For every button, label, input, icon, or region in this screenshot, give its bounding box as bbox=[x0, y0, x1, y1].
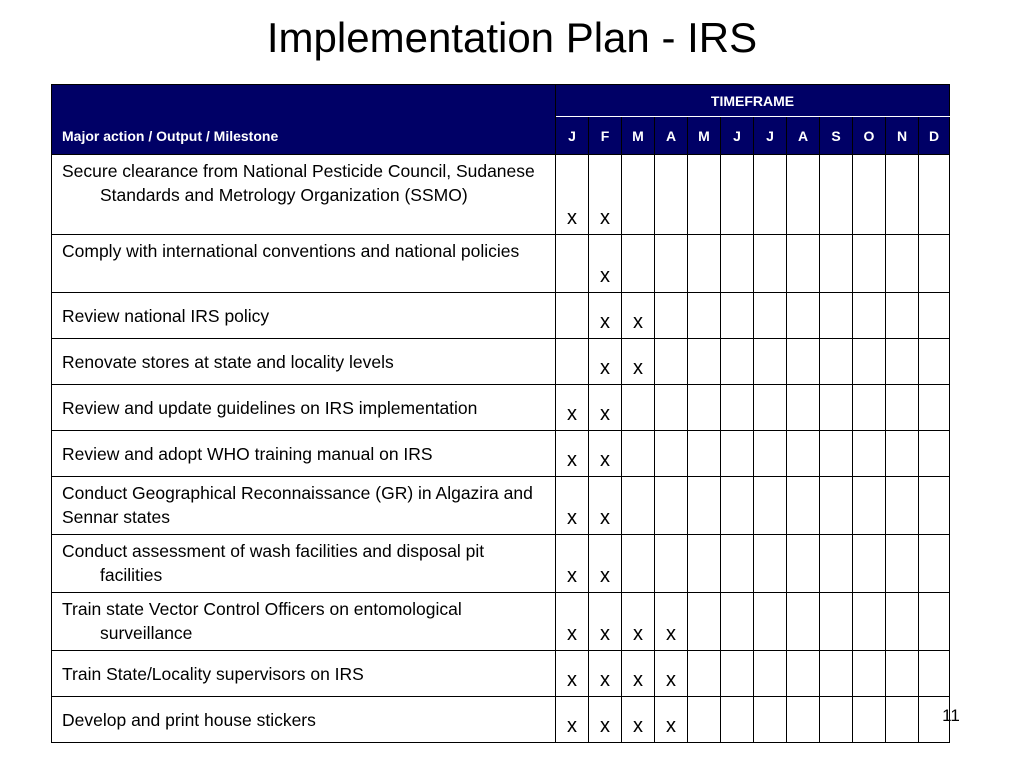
month-mark-cell bbox=[655, 477, 688, 535]
month-header: J bbox=[754, 117, 787, 155]
header-timeframe: TIMEFRAME bbox=[556, 85, 950, 117]
month-mark-cell bbox=[886, 155, 919, 235]
month-mark-cell bbox=[754, 593, 787, 651]
table-row bbox=[52, 431, 950, 477]
month-mark-cell: x bbox=[622, 651, 655, 697]
month-mark-cell bbox=[886, 235, 919, 293]
month-mark-cell bbox=[787, 535, 820, 593]
table-row bbox=[52, 235, 950, 293]
month-mark-cell bbox=[622, 477, 655, 535]
action-text: Secure clearance from National Pesticide Council, Sudanese Standards and Metrology Organization (SSMO) bbox=[62, 161, 535, 205]
month-mark-cell bbox=[655, 293, 688, 339]
month-mark-cell bbox=[787, 385, 820, 431]
month-mark-cell bbox=[754, 385, 787, 431]
month-mark-cell bbox=[721, 697, 754, 743]
month-header: J bbox=[556, 117, 589, 155]
month-mark-cell bbox=[787, 477, 820, 535]
month-header: M bbox=[688, 117, 721, 155]
month-mark-cell bbox=[556, 339, 589, 385]
month-mark-cell bbox=[886, 477, 919, 535]
action-cell bbox=[52, 293, 556, 339]
month-header: F bbox=[589, 117, 622, 155]
implementation-plan-table bbox=[51, 84, 950, 743]
month-mark-cell bbox=[556, 293, 589, 339]
month-mark-cell bbox=[853, 535, 886, 593]
month-mark-cell bbox=[919, 385, 950, 431]
month-mark-cell bbox=[820, 593, 853, 651]
month-mark-cell bbox=[820, 339, 853, 385]
month-mark-cell bbox=[787, 431, 820, 477]
month-mark-cell bbox=[688, 651, 721, 697]
month-mark-cell: x bbox=[556, 535, 589, 593]
month-mark-cell bbox=[886, 697, 919, 743]
action-text: Develop and print house stickers bbox=[62, 709, 316, 730]
month-mark-cell bbox=[754, 339, 787, 385]
action-cell bbox=[52, 339, 556, 385]
month-mark-cell bbox=[754, 155, 787, 235]
month-mark-cell bbox=[754, 235, 787, 293]
action-cell bbox=[52, 697, 556, 743]
month-mark-cell bbox=[655, 235, 688, 293]
month-mark-cell bbox=[919, 155, 950, 235]
month-mark-cell bbox=[787, 155, 820, 235]
month-mark-cell bbox=[754, 535, 787, 593]
month-mark-cell bbox=[820, 477, 853, 535]
month-mark-cell bbox=[886, 339, 919, 385]
month-mark-cell bbox=[655, 535, 688, 593]
action-text: Train State/Locality supervisors on IRS bbox=[62, 663, 364, 684]
month-mark-cell bbox=[721, 535, 754, 593]
month-mark-cell bbox=[787, 293, 820, 339]
month-mark-cell: x bbox=[556, 431, 589, 477]
month-mark-cell bbox=[721, 477, 754, 535]
month-mark-cell bbox=[919, 593, 950, 651]
month-mark-cell: x bbox=[589, 293, 622, 339]
month-header: A bbox=[655, 117, 688, 155]
month-mark-cell: x bbox=[622, 339, 655, 385]
month-mark-cell bbox=[622, 235, 655, 293]
month-mark-cell bbox=[688, 697, 721, 743]
action-text: Conduct Geographical Reconnaissance (GR) in Algazira and Sennar states bbox=[62, 483, 533, 527]
table-row bbox=[52, 593, 950, 651]
month-mark-cell bbox=[688, 431, 721, 477]
action-cell bbox=[52, 235, 556, 293]
month-header: M bbox=[622, 117, 655, 155]
month-mark-cell: x bbox=[589, 593, 622, 651]
slide-title: Implementation Plan - IRS bbox=[266, 14, 758, 61]
month-mark-cell bbox=[655, 339, 688, 385]
month-header: D bbox=[919, 117, 950, 155]
table-row bbox=[52, 339, 950, 385]
month-mark-cell bbox=[721, 651, 754, 697]
month-mark-cell bbox=[688, 535, 721, 593]
month-header: A bbox=[787, 117, 820, 155]
month-mark-cell bbox=[919, 651, 950, 697]
month-mark-cell bbox=[655, 385, 688, 431]
month-mark-cell: x bbox=[655, 593, 688, 651]
month-mark-cell bbox=[787, 339, 820, 385]
month-mark-cell bbox=[853, 293, 886, 339]
action-text: Review and adopt WHO training manual on IRS bbox=[62, 443, 433, 464]
month-mark-cell bbox=[721, 385, 754, 431]
month-mark-cell bbox=[721, 339, 754, 385]
month-mark-cell bbox=[853, 339, 886, 385]
month-mark-cell bbox=[853, 235, 886, 293]
action-text: Renovate stores at state and locality levels bbox=[62, 351, 394, 372]
action-cell bbox=[52, 385, 556, 431]
month-mark-cell bbox=[820, 385, 853, 431]
month-mark-cell bbox=[787, 651, 820, 697]
month-mark-cell bbox=[886, 293, 919, 339]
month-mark-cell bbox=[820, 697, 853, 743]
month-mark-cell: x bbox=[556, 593, 589, 651]
month-mark-cell bbox=[655, 431, 688, 477]
month-mark-cell bbox=[688, 339, 721, 385]
month-mark-cell bbox=[820, 431, 853, 477]
month-mark-cell: x bbox=[589, 477, 622, 535]
month-mark-cell bbox=[754, 431, 787, 477]
month-mark-cell bbox=[754, 651, 787, 697]
month-mark-cell bbox=[820, 235, 853, 293]
month-mark-cell: x bbox=[589, 339, 622, 385]
month-mark-cell: x bbox=[589, 385, 622, 431]
action-cell bbox=[52, 477, 556, 535]
action-text: Review and update guidelines on IRS implementation bbox=[62, 397, 478, 418]
month-mark-cell bbox=[886, 535, 919, 593]
action-text: Conduct assessment of wash facilities and disposal pit facilities bbox=[62, 541, 485, 585]
month-mark-cell bbox=[688, 385, 721, 431]
month-mark-cell: x bbox=[556, 155, 589, 235]
month-mark-cell bbox=[919, 477, 950, 535]
month-mark-cell: x bbox=[655, 651, 688, 697]
month-mark-cell bbox=[754, 477, 787, 535]
action-cell bbox=[52, 593, 556, 651]
month-mark-cell bbox=[655, 155, 688, 235]
month-mark-cell bbox=[622, 155, 655, 235]
month-mark-cell: x bbox=[655, 697, 688, 743]
table-row bbox=[52, 535, 950, 593]
month-mark-cell bbox=[622, 385, 655, 431]
action-text: Review national IRS policy bbox=[62, 305, 270, 326]
month-mark-cell bbox=[787, 697, 820, 743]
month-mark-cell bbox=[721, 593, 754, 651]
month-mark-cell bbox=[919, 339, 950, 385]
month-mark-cell: x bbox=[589, 155, 622, 235]
month-mark-cell: x bbox=[556, 385, 589, 431]
action-text: Train state Vector Control Officers on entomological surveillance bbox=[62, 599, 462, 643]
action-cell bbox=[52, 535, 556, 593]
action-cell bbox=[52, 155, 556, 235]
action-text: Comply with international conventions and national policies bbox=[62, 241, 520, 261]
action-cell bbox=[52, 431, 556, 477]
month-mark-cell bbox=[886, 431, 919, 477]
month-mark-cell bbox=[688, 593, 721, 651]
month-mark-cell bbox=[787, 593, 820, 651]
slide-number: 11 bbox=[942, 706, 960, 725]
month-mark-cell: x bbox=[589, 431, 622, 477]
month-mark-cell bbox=[886, 593, 919, 651]
month-mark-cell bbox=[688, 477, 721, 535]
month-mark-cell bbox=[787, 235, 820, 293]
month-mark-cell bbox=[820, 535, 853, 593]
month-mark-cell bbox=[622, 431, 655, 477]
table-row bbox=[52, 293, 950, 339]
month-mark-cell bbox=[853, 651, 886, 697]
month-mark-cell bbox=[721, 293, 754, 339]
month-mark-cell bbox=[754, 697, 787, 743]
table-row bbox=[52, 477, 950, 535]
table-row bbox=[52, 651, 950, 697]
month-mark-cell: x bbox=[556, 651, 589, 697]
month-mark-cell: x bbox=[589, 697, 622, 743]
month-mark-cell bbox=[556, 235, 589, 293]
month-mark-cell bbox=[919, 535, 950, 593]
month-mark-cell bbox=[688, 155, 721, 235]
month-mark-cell bbox=[721, 431, 754, 477]
month-mark-cell: x bbox=[622, 593, 655, 651]
month-mark-cell: x bbox=[589, 651, 622, 697]
month-mark-cell bbox=[919, 235, 950, 293]
month-mark-cell: x bbox=[622, 293, 655, 339]
month-mark-cell: x bbox=[556, 697, 589, 743]
table-row bbox=[52, 385, 950, 431]
month-mark-cell bbox=[919, 431, 950, 477]
month-mark-cell: x bbox=[622, 697, 655, 743]
month-mark-cell bbox=[754, 293, 787, 339]
month-header: J bbox=[721, 117, 754, 155]
month-mark-cell bbox=[853, 385, 886, 431]
month-header: S bbox=[820, 117, 853, 155]
month-header: O bbox=[853, 117, 886, 155]
month-mark-cell: x bbox=[556, 477, 589, 535]
month-mark-cell bbox=[820, 155, 853, 235]
month-mark-cell bbox=[886, 385, 919, 431]
month-mark-cell bbox=[820, 651, 853, 697]
header-major-action: Major action / Output / Milestone bbox=[52, 85, 556, 155]
month-mark-cell bbox=[919, 293, 950, 339]
table-row bbox=[52, 697, 950, 743]
month-mark-cell bbox=[853, 593, 886, 651]
month-mark-cell bbox=[853, 431, 886, 477]
month-mark-cell bbox=[688, 293, 721, 339]
month-header: N bbox=[886, 117, 919, 155]
plan-rows bbox=[52, 155, 950, 743]
month-mark-cell bbox=[688, 235, 721, 293]
month-mark-cell bbox=[853, 155, 886, 235]
month-mark-cell: x bbox=[589, 235, 622, 293]
table-row bbox=[52, 155, 950, 235]
month-mark-cell: x bbox=[589, 535, 622, 593]
month-mark-cell bbox=[622, 535, 655, 593]
month-mark-cell bbox=[886, 651, 919, 697]
month-mark-cell bbox=[820, 293, 853, 339]
month-mark-cell bbox=[853, 697, 886, 743]
month-mark-cell bbox=[853, 477, 886, 535]
action-cell bbox=[52, 651, 556, 697]
month-mark-cell bbox=[721, 155, 754, 235]
month-mark-cell bbox=[721, 235, 754, 293]
